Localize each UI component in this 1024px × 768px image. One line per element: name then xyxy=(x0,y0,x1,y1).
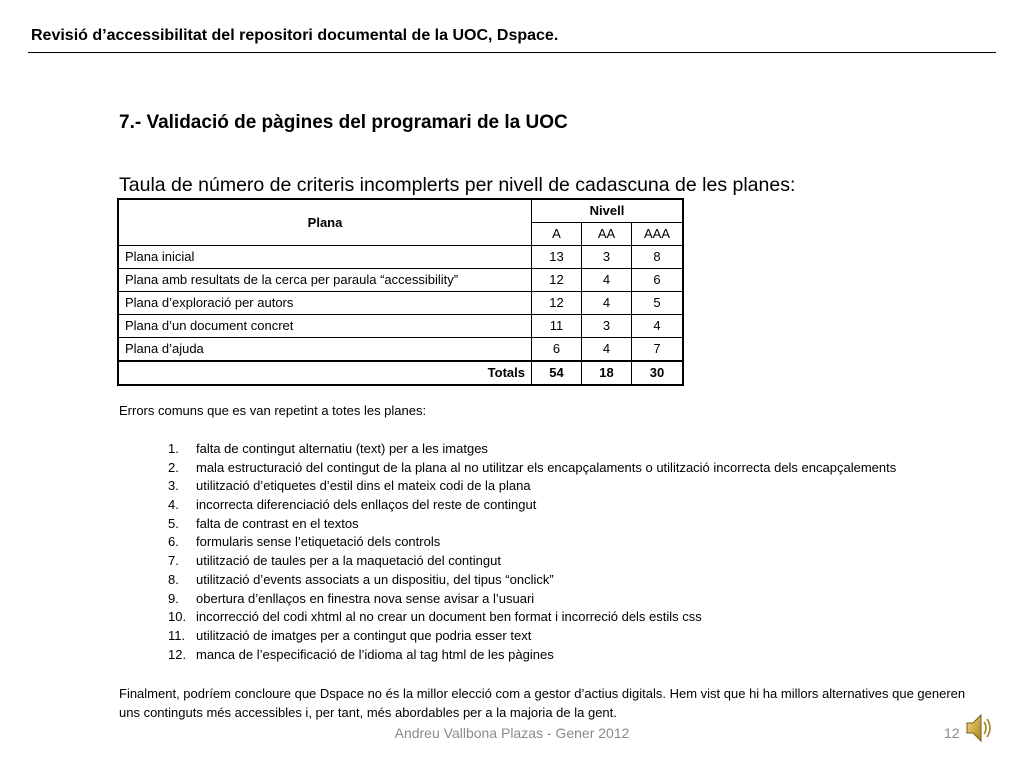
table-caption: Taula de número de criteris incomplerts per nivell de cadascuna de les planes: xyxy=(119,174,796,196)
header-plana: Plana xyxy=(118,199,532,246)
cell-plana: Plana d’un document concret xyxy=(118,315,532,338)
list-item-number: 4. xyxy=(168,497,179,513)
cell-level-a: 6 xyxy=(532,338,582,362)
cell-plana: Plana d’exploració per autors xyxy=(118,292,532,315)
list-item-number: 12. xyxy=(168,646,187,662)
list-item-number: 1. xyxy=(168,441,179,456)
cell-level-aa: 3 xyxy=(582,246,632,269)
list-item-number: 2. xyxy=(168,459,179,475)
cell-level-aaa: 6 xyxy=(632,269,684,292)
list-item-number: 6. xyxy=(168,534,179,550)
list-item-text: falta de contingut alternatiu (text) per a les imatges xyxy=(196,441,488,456)
list-item xyxy=(119,552,896,571)
list-item xyxy=(119,627,896,646)
document-header-title: Revisió d’accessibilitat del repositori documental de la UOC, Dspace. xyxy=(31,27,559,44)
errors-intro: Errors comuns que es van repetint a totes les planes: xyxy=(119,403,427,418)
cell-plana: Plana inicial xyxy=(118,246,532,269)
list-item xyxy=(119,496,896,515)
speaker-icon[interactable] xyxy=(965,711,995,745)
list-item-number: 5. xyxy=(168,515,179,531)
total-aaa: 30 xyxy=(632,361,684,385)
list-item xyxy=(119,459,896,478)
cell-level-aa: 4 xyxy=(582,292,632,315)
cell-level-a: 12 xyxy=(532,292,582,315)
list-item-text: incorrecció del codi xhtml al no crear un document ben format i incorreció dels estils css xyxy=(196,609,702,625)
criteria-table xyxy=(117,198,684,386)
list-item-text: obertura d’enllaços en finestra nova sense avisar a l’usuari xyxy=(196,590,535,606)
list-item-number: 9. xyxy=(168,590,179,606)
list-item xyxy=(119,477,896,496)
list-item-number: 3. xyxy=(168,478,179,494)
list-item xyxy=(119,646,896,665)
list-item-text: utilització d’events associats a un dispositiu, del tipus “onclick” xyxy=(196,571,554,587)
table-row xyxy=(118,269,683,292)
list-item-text: manca de l’especificació de l’idioma al tag html de les pàgines xyxy=(196,646,554,662)
footer-author: Andreu Vallbona Plazas - Gener 2012 xyxy=(394,725,630,741)
list-item-text: incorrecta diferenciació dels enllaços del reste de contingut xyxy=(196,497,537,513)
total-a: 54 xyxy=(532,361,582,385)
cell-level-aa: 3 xyxy=(582,315,632,338)
list-item-text: utilització de imatges per a contingut que podria esser text xyxy=(196,627,532,643)
list-item-text: falta de contrast en el textos xyxy=(196,515,359,531)
cell-level-a: 11 xyxy=(532,315,582,338)
list-item xyxy=(119,440,896,459)
cell-level-aaa: 7 xyxy=(632,338,684,362)
errors-list xyxy=(119,440,896,664)
list-item-number: 7. xyxy=(168,553,179,569)
cell-plana: Plana amb resultats de la cerca per paraula “accessibility” xyxy=(118,269,532,292)
table-row xyxy=(118,338,683,362)
table-row xyxy=(118,292,683,315)
list-item xyxy=(119,571,896,590)
header-level-aaa: AAA xyxy=(632,223,684,246)
cell-level-a: 12 xyxy=(532,269,582,292)
total-aa: 18 xyxy=(582,361,632,385)
list-item-text: mala estructuració del contingut de la plana al no utilitzar els encapçalaments o utilització incorrecta dels encapçalements xyxy=(196,459,897,475)
header-level-a: A xyxy=(532,223,582,246)
list-item-text: utilització d’etiquetes d’estil dins el mateix codi de la plana xyxy=(196,478,531,494)
cell-level-aa: 4 xyxy=(582,338,632,362)
cell-level-aaa: 4 xyxy=(632,315,684,338)
list-item-number: 11. xyxy=(168,627,186,643)
list-item xyxy=(119,533,896,552)
list-item xyxy=(119,608,896,627)
table-row xyxy=(118,315,683,338)
totals-label: Totals xyxy=(118,361,532,385)
list-item xyxy=(119,590,896,609)
page-number: 12 xyxy=(944,725,960,741)
conclusion-paragraph: Finalment, podríem concloure que Dspace no és la millor elecció com a gestor d’actius digitals. Hem vist que hi ha millors alternatives que generen uns continguts més accessibles i, per tant, més abordables per a la majoria de la gent. xyxy=(119,686,966,720)
list-item-number: 8. xyxy=(168,571,179,587)
cell-plana: Plana d’ajuda xyxy=(118,338,532,362)
cell-level-aa: 4 xyxy=(582,269,632,292)
list-item-number: 10. xyxy=(168,609,187,625)
section-heading: 7.- Validació de pàgines del programari de la UOC xyxy=(119,112,568,133)
header-nivell: Nivell xyxy=(532,199,684,223)
list-item-text: utilització de taules per a la maquetació del contingut xyxy=(196,553,501,569)
list-item xyxy=(119,515,896,534)
list-item-text: formularis sense l’etiquetació dels controls xyxy=(196,534,441,550)
table-row xyxy=(118,246,683,269)
totals-row xyxy=(118,361,683,385)
cell-level-aaa: 5 xyxy=(632,292,684,315)
header-divider xyxy=(28,52,996,53)
header-level-aa: AA xyxy=(582,223,632,246)
cell-level-a: 13 xyxy=(532,246,582,269)
cell-level-aaa: 8 xyxy=(632,246,684,269)
